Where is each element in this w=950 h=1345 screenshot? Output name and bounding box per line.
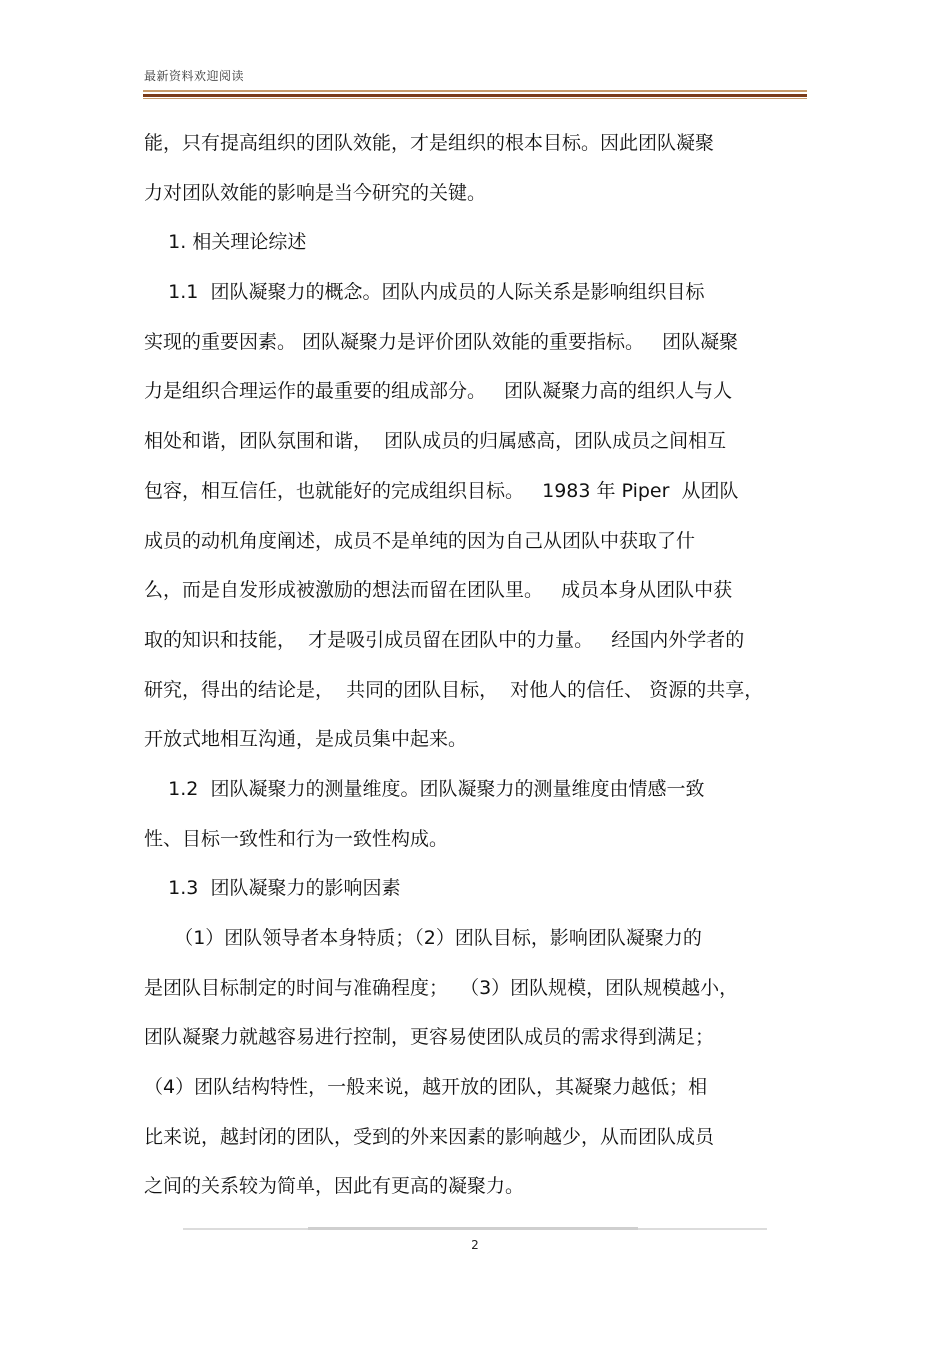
body-line: 1.1 团队凝聚力的概念。团队内成员的人际关系是影响组织目标 [144,281,705,303]
section-heading: 1.3 团队凝聚力的影响因素 [144,877,401,899]
body-line: （4）团队结构特性，一般来说，越开放的团队，其凝聚力越低；相 [144,1076,708,1098]
body-line: 成员的动机角度阐述，成员不是单纯的因为自己从团队中获取了什 [144,530,696,552]
header-rule-bottom [143,98,807,99]
body-line: 力是组织合理运作的最重要的组成部分。 团队凝聚力高的组织人与人 [144,380,733,402]
body-line: 性、目标一致性和行为一致性构成。 [144,828,449,850]
section-heading: 1. 相关理论综述 [144,231,307,253]
body-line: 能，只有提高组织的团队效能，才是组织的根本目标。因此团队凝聚 [144,132,715,154]
header-rule-top [143,90,807,92]
body-line: 包容，相互信任，也就能好的完成组织目标。 1983 年 Piper 从团队 [144,480,739,502]
body-line: 是团队目标制定的时间与准确程度； （3）团队规模，团队规模越小， [144,977,739,999]
body-line: 相处和谐，团队氛围和谐， 团队成员的归属感高，团队成员之间相互 [144,430,727,452]
body-line: 么，而是自发形成被激励的想法而留在团队里。 成员本身从团队中获 [144,579,733,601]
body-line: 比来说，越封闭的团队，受到的外来因素的影响越少，从而团队成员 [144,1126,715,1148]
body-line: 开放式地相互沟通，是成员集中起来。 [144,728,468,750]
body-line: 研究，得出的结论是， 共同的团队目标， 对他人的信任、 资源的共享， [144,679,764,701]
body-line: 实现的重要因素。 团队凝聚力是评价团队效能的重要指标。 团队凝聚 [144,331,739,353]
body-line: （1）团队领导者本身特质；（2）团队目标，影响团队凝聚力的 [144,927,702,949]
page-header: 最新资料欢迎阅读 [144,69,245,83]
body-line: 力对团队效能的影响是当今研究的关键。 [144,182,487,204]
header-rule-middle [143,94,807,97]
body-line: 团队凝聚力就越容易进行控制，更容易使团队成员的需求得到满足； [144,1026,715,1048]
footer-rule-accent [308,1227,638,1230]
body-line: 之间的关系较为简单，因此有更高的凝聚力。 [144,1175,525,1197]
page-number: 2 [471,1238,479,1252]
body-line: 1.2 团队凝聚力的测量维度。团队凝聚力的测量维度由情感一致 [144,778,705,800]
body-line: 取的知识和技能， 才是吸引成员留在团队中的力量。 经国内外学者的 [144,629,745,651]
